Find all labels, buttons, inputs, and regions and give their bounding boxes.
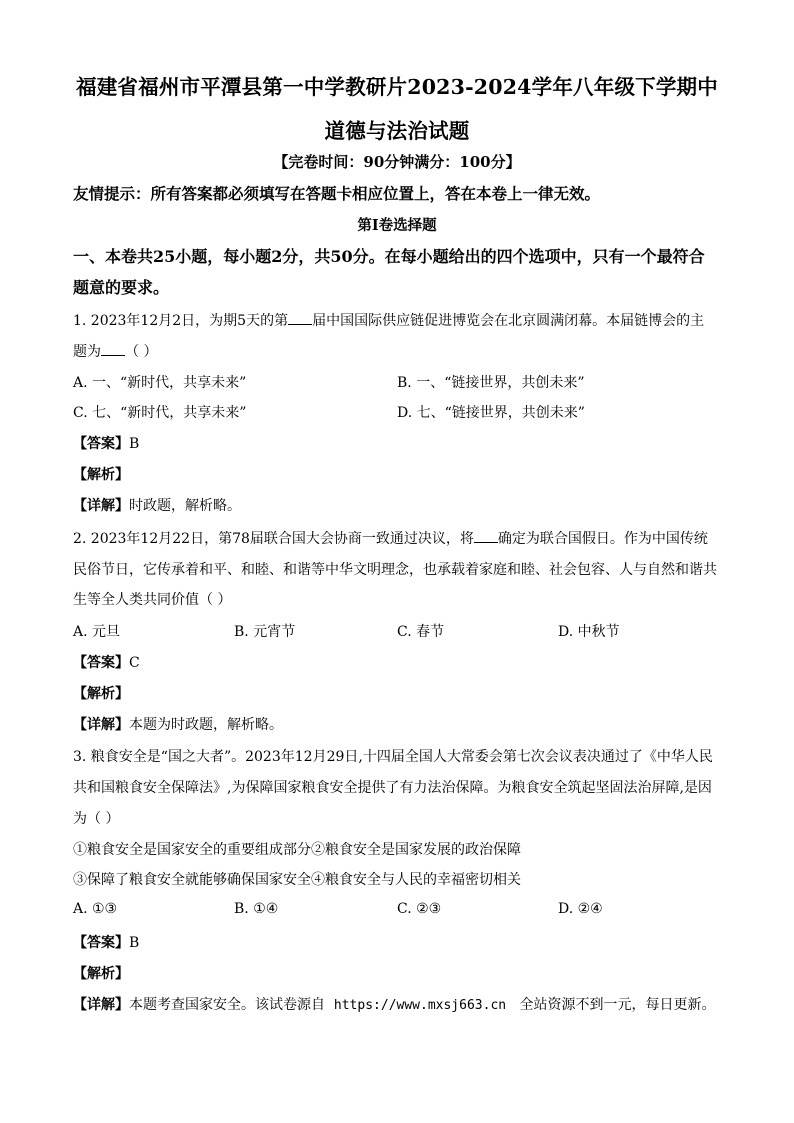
- q2-stem-text-b: 确定为联合国假日。作为中国传统: [497, 531, 708, 547]
- answer-label: 【答案】: [73, 436, 129, 452]
- q1-analysis: [73, 464, 129, 484]
- exam-time-info: 【完卷时间：90分钟满分：100分】: [273, 153, 521, 171]
- q2-analysis: [73, 683, 129, 703]
- q1-stem-line2: [73, 341, 157, 361]
- source-url: https://www.mxsj663.cn: [333, 998, 507, 1013]
- instruction-line2: 题意的要求。: [73, 278, 170, 297]
- q3-answer: [73, 932, 139, 952]
- q2-option-b: B. 元宵节: [234, 624, 296, 640]
- q2-option-c: C. 春节: [397, 624, 445, 640]
- q3-option-b: B. ①④: [234, 901, 279, 917]
- q1-stem-line1: [73, 310, 704, 330]
- q1-option-c: C. 七、“新时代，共享未来”: [73, 405, 247, 421]
- answer-label: 【答案】: [73, 935, 129, 951]
- q2-stem-text-a: 2. 2023年12月22日，第78届联合国大会协商一致通过决议，将: [73, 531, 474, 547]
- q1-answer-value: B: [129, 436, 140, 452]
- exam-title-line2: 道德与法治试题: [324, 119, 470, 143]
- q3-option-c: C. ②③: [397, 901, 442, 917]
- q1-blank-2: [101, 343, 125, 356]
- q2-detail: [73, 714, 283, 734]
- q1-option-a: A. 一、“新时代，共享未来”: [73, 375, 247, 391]
- q1-blank-1: [288, 312, 312, 325]
- answer-label: 【答案】: [73, 655, 129, 671]
- detail-label: 【详解】: [73, 717, 129, 733]
- q2-detail-text: 本题为时政题，解析略。: [129, 717, 283, 733]
- section-heading: 第I卷选择题: [357, 217, 437, 234]
- q3-analysis: [73, 963, 129, 983]
- exam-title-line1: 福建省福州市平潭县第一中学教研片2023-2024学年八年级下学期中: [76, 75, 718, 99]
- q3-option-a: A. ①③: [73, 901, 118, 917]
- q1-option-d: D. 七、“链接世界，共创未来”: [397, 405, 585, 421]
- q2-stem-line3: 生等全人类共同价值（ ）: [73, 592, 232, 608]
- q2-answer-value: C: [129, 655, 140, 671]
- q3-detail: [73, 994, 715, 1014]
- q1-stem-text-c: 题为: [73, 344, 101, 360]
- exam-notice: 友情提示：所有答案都必须填写在答题卡相应位置上，答在本卷上一律无效。: [73, 184, 601, 203]
- q3-detail-text-b: 全站资源不到一元，每日更新。: [519, 997, 716, 1013]
- q2-stem-line2: 民俗节日，它传承着和平、和睦、和谐等中华文明理念，也承载着家庭和睦、社会包容、人与自然和谐共: [73, 562, 717, 578]
- q1-stem-text-d: （ ）: [125, 344, 158, 360]
- detail-label: 【详解】: [73, 997, 129, 1013]
- q1-detail-text: 时政题，解析略。: [129, 498, 241, 514]
- q2-option-a: A. 元旦: [73, 624, 121, 640]
- q3-statements-line1: ①粮食安全是国家安全的重要组成部分②粮食安全是国家发展的政治保障: [73, 842, 521, 858]
- q3-stem-line3: 为（ ）: [73, 811, 120, 827]
- q3-statements-line2: ③保障了粮食安全就能够确保国家安全④粮食安全与人民的幸福密切相关: [73, 872, 521, 888]
- q3-stem-line2: 共和国粮食安全保障法》,为保障国家粮食安全提供了有力法治保障。为粮食安全筑起坚固法治屏障,是因: [73, 780, 712, 796]
- analysis-label: 【解析】: [73, 686, 129, 702]
- q3-detail-text-a: 本题考查国家安全。该试卷源自: [129, 997, 325, 1013]
- q2-blank: [474, 530, 498, 543]
- analysis-label: 【解析】: [73, 467, 129, 483]
- q3-answer-value: B: [129, 935, 140, 951]
- q2-option-d: D. 中秋节: [558, 624, 620, 640]
- q3-stem-line1: 3. 粮食安全是“国之大者”。2023年12月29日,十四届全国人大常委会第七次会议表决通过了《中华人民: [73, 749, 713, 765]
- q1-option-b: B. 一、“链接世界，共创未来”: [397, 375, 585, 391]
- q1-stem-text-a: 1. 2023年12月2日，为期5天的第: [73, 313, 289, 329]
- instruction-line1: 一、本卷共25小题，每小题2分，共50分。在每小题给出的四个选项中，只有一个最符合: [73, 247, 705, 266]
- q3-option-d: D. ②④: [558, 901, 603, 917]
- analysis-label: 【解析】: [73, 966, 129, 982]
- q1-detail: [73, 495, 241, 515]
- q2-answer: [73, 652, 140, 672]
- detail-label: 【详解】: [73, 498, 129, 514]
- q2-stem-line1: [73, 528, 708, 548]
- q1-stem-text-b: 届中国国际供应链促进博览会在北京圆满闭幕。本届链博会的主: [312, 313, 705, 329]
- q1-answer: [73, 433, 139, 453]
